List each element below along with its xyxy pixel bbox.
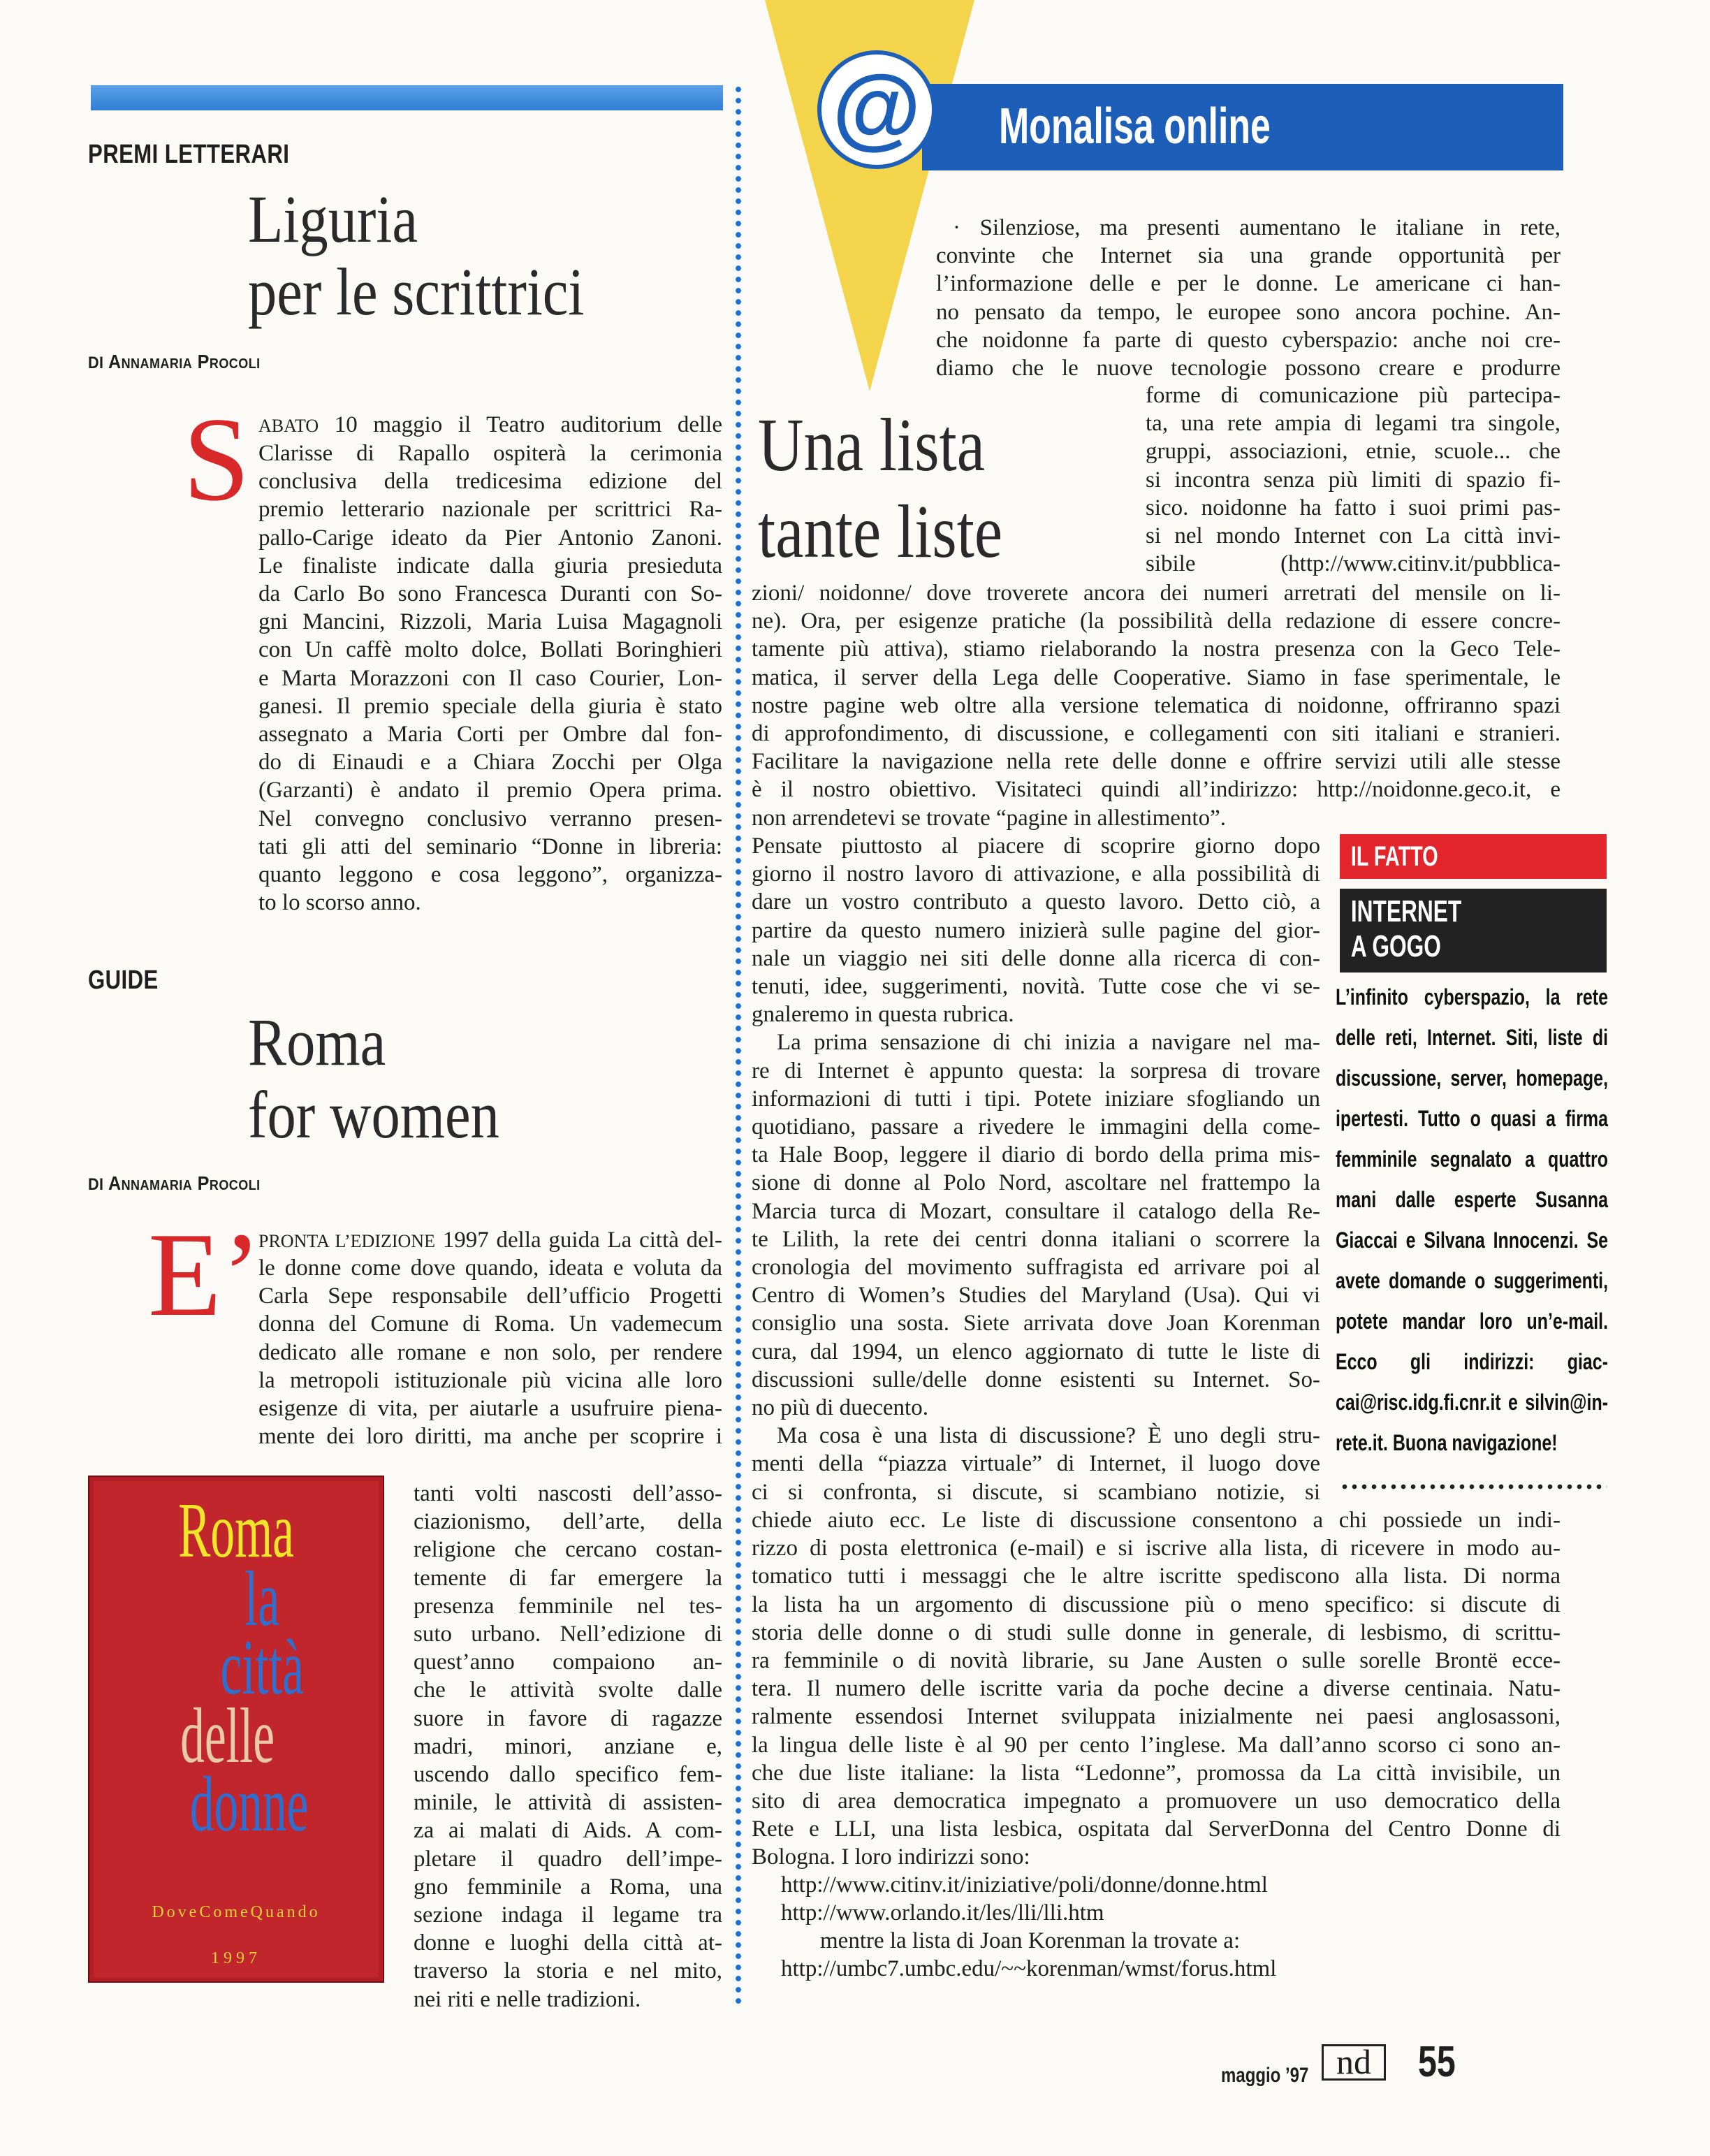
main-narrow-line: consiglio una sosta. Siete arrivata dove Joan Korenman	[752, 1311, 1320, 1336]
sidebar-line: avete domande o suggerimenti,	[1336, 1268, 1608, 1293]
article1-line: Le finaliste indicate dalla giuria presieduta	[258, 553, 722, 578]
main-wide2-line: Bologna. I loro indirizzi sono:	[752, 1844, 1030, 1870]
article2-narrow-line: sezione indaga il legame tra	[414, 1902, 722, 1928]
main-narrow-line: nale un viaggio nei siti delle donne alla ricerca di con-	[752, 945, 1320, 971]
main-narrow-line: Marcia turca di Mozart, consultare il catalogo della Re-	[752, 1198, 1320, 1224]
article2-narrow-line: madri, minori, anziane e,	[414, 1733, 722, 1759]
article1-line: assegnato a Maria Corti per Ombre dal fon-	[258, 722, 722, 748]
main-wide1-line: di approfondimento, di discussione, e collegamenti con siti italiani e stranieri.	[752, 721, 1561, 747]
article2-narrow-line: nei riti e nelle tradizioni.	[414, 1986, 641, 2012]
article1-line: Nel convegno conclusivo verranno presen-	[258, 806, 722, 831]
article1-line: da Carlo Bo sono Francesca Duranti con So-	[258, 581, 722, 607]
book-cover-title: Roma la città delle donne	[178, 1487, 309, 1848]
main-narrow-line: La prima sensazione di chi inizia a navigare nel ma-	[777, 1030, 1320, 1056]
left-top-bar	[91, 85, 723, 110]
url-citinv-link[interactable]: http://www.citinv.it/iniziative/poli/donne/donne.html	[781, 1872, 1268, 1898]
sidebar-line: femminile segnalato a quattro	[1336, 1146, 1608, 1172]
sidebar-line: L’infinito cyberspazio, la rete	[1336, 984, 1608, 1010]
article1-line: (Garzanti) è andato il premio Opera prima.	[258, 778, 722, 803]
column-divider-dots	[735, 84, 742, 2005]
article2-narrow-line: presenza femminile nel tes-	[414, 1593, 722, 1619]
sidebar-line: mani dalle esperte Susanna	[1336, 1187, 1608, 1212]
sidebar-line: delle reti, Internet. Siti, liste di	[1336, 1025, 1608, 1050]
article2-line: mente dei loro diritti, ma anche per scoprire i	[258, 1424, 722, 1450]
article1-line: to lo scorso anno.	[258, 890, 421, 916]
main-wide2-line: ralmente essendosi Internet sviluppata inizialmente nei paesi anglosassoni,	[752, 1704, 1561, 1730]
main-narrow-line: giorno il nostro lavoro di attivazione, e alla possibilità di	[752, 861, 1320, 887]
main-wide1-line: ne). Ora, per esigenze pratiche (la possibilità della redazione di essere concre-	[752, 609, 1561, 634]
article2-body-cont	[258, 1254, 722, 1450]
main-wide2-line: storia delle donne o di studi sulle donne in generale, di lesbismo, di scrittu-	[752, 1619, 1561, 1645]
main-intro-line: no pensato da tempo, le europee sono ancora pochine. An-	[936, 299, 1561, 325]
page-number: 55	[1418, 2038, 1456, 2086]
main-right-line: si incontra senza più limiti di spazio fi-	[1146, 467, 1561, 493]
main-wide2-line: che due liste italiane: la lista “Ledonne”, promossa da La città invisibile, un	[752, 1760, 1561, 1786]
main-wide1-line: matica, il server della Lega delle Cooperative. Siamo in fase sperimentale, le	[752, 664, 1561, 690]
book-cover-year: 1997	[211, 1949, 261, 1967]
sidebar-bottom-dots	[1340, 1484, 1607, 1489]
main-right-line: si nel mondo Internet con La città invi-	[1146, 523, 1561, 549]
main-narrow-line: discussioni sulle/delle donne esistenti su Internet. So-	[752, 1367, 1320, 1392]
article-title-liguria: Liguria per le scrittrici	[248, 182, 585, 329]
header-section-title: Monalisa online	[999, 99, 1271, 154]
url-intro-text: mentre la lista di Joan Korenman la trovate a:	[820, 1928, 1241, 1953]
article1-line: Clarisse di Rapallo ospiterà la cerimonia	[258, 441, 722, 466]
main-intro-line: convinte che Internet sia una grande opportunità per	[936, 243, 1561, 269]
url-umbc-link[interactable]: http://umbc7.umbc.edu/~~korenman/wmst/forus.html	[781, 1956, 1277, 1981]
main-narrow-line: re di Internet è appunto questa: la sorpresa di trovare	[752, 1058, 1320, 1084]
main-right-line: ta, una rete ampia di legami tra singole,	[1146, 411, 1561, 437]
main-wide2-line: chiede aiuto ecc. Le liste di discussione consentono a chi possiede un indi-	[752, 1508, 1561, 1533]
article2-narrow-line: tanti volti nascosti dell’asso-	[414, 1481, 722, 1506]
article1-line: pallo-Carige ideato da Pier Antonio Zanoni.	[258, 525, 722, 551]
article2-narrow-line: religione che cercano costan-	[414, 1537, 722, 1563]
article1-body-cont	[258, 439, 722, 917]
article2-narrow-line: quest’anno compaiono an-	[414, 1649, 722, 1675]
article2-narrow-line: traverso la storia e nel mito,	[414, 1958, 722, 1984]
article2-narrow-line: minile, le attività di assisten-	[414, 1790, 722, 1816]
article2-narrow-line: donne e luoghi della città at-	[414, 1930, 722, 1956]
article2-narrow-line: uscendo dallo specifico fem-	[414, 1762, 722, 1788]
byline-article2: DI Annamaria Procoli	[88, 1172, 261, 1194]
main-right-line: sibile (http://www.citinv.it/pubblica-	[1146, 551, 1561, 577]
sidebar-tag: IL FATTO	[1340, 834, 1607, 879]
main-narrow-line: cura, dal 1994, un elenco aggiornato di tutte le liste di	[752, 1339, 1320, 1364]
main-wide-2	[752, 1506, 1561, 1872]
main-wide-1	[752, 579, 1561, 832]
main-wide1-line: zioni/ noidonne/ dove troverete ancora dei numeri arretrati del mensile on li-	[752, 581, 1561, 606]
main-narrow-line: Centro di Women’s Studies del Maryland (Usa). Qui vi	[752, 1283, 1320, 1309]
article2-line: donna del Comune di Roma. Un vademecum	[258, 1311, 722, 1337]
article2-line: esigenze di vita, per aiutarle a usufruire piena-	[258, 1396, 722, 1422]
main-narrow-line: partire da questo numero inizierà sulle pagine del gior-	[752, 917, 1320, 943]
main-wide2-line: Rete e LLI, una lista lesbica, ospitata dal ServerDonna del Centro Donne di	[752, 1816, 1561, 1842]
sidebar-line: rete.it. Buona navigazione!	[1336, 1430, 1558, 1455]
main-narrow-line: cronologia del movimento suffragista ed arrivare poi al	[752, 1255, 1320, 1281]
article1-line: premio letterario nazionale per scrittrici Ra-	[258, 497, 722, 523]
main-narrow-line: sione di donne al Polo Nord, ascoltare nel frattempo la	[752, 1170, 1320, 1196]
article1-line: ganesi. Il premio speciale della giuria è stato	[258, 693, 722, 719]
main-right-line: forme di comunicazione più partecipa-	[1146, 383, 1561, 408]
footer-month: maggio ’97	[1221, 2064, 1309, 2087]
article1-line: conclusiva della tredicesima edizione del	[258, 469, 722, 495]
main-wide1-line: Facilitare la navigazione nella rete delle donne e offrire servizi utili alle stesse	[752, 749, 1561, 775]
book-cover-subtitle: DoveComeQuando	[152, 1903, 321, 1921]
main-wide2-line: sito di area democratica impegnato a promuovere un uso democratico della	[752, 1789, 1561, 1814]
main-intro-line: diamo che le nuove tecnologie possono creare e produrre	[936, 356, 1561, 381]
main-intro-line: l’informazione delle e per le donne. Le americane ci han-	[936, 271, 1561, 297]
main-intro-line: che noidonne fa parte di questo cyberspazio: anche noi cre-	[936, 327, 1561, 353]
article2-narrow-line: suore in favore di ragazze	[414, 1705, 722, 1731]
article2-narrow-line: suto urbano. Nell’edizione di	[414, 1622, 722, 1647]
article2-line: dedicato alle romane e non solo, per rendere	[258, 1339, 722, 1365]
main-narrow	[752, 832, 1320, 1506]
main-narrow-line: tenuti, idee, suggerimenti, novità. Tutte cose che vi se-	[752, 974, 1320, 1000]
article2-narrow-line: pletare il quadro dell’impe-	[414, 1846, 722, 1872]
sidebar-line: discussione, server, homepage,	[1336, 1065, 1608, 1091]
article2-narrow-line: che le attività svolte dalle	[414, 1677, 722, 1703]
footer-logo: nd	[1322, 2044, 1386, 2081]
sidebar-heading: INTERNET A GOGO	[1340, 889, 1607, 973]
article2-narrow-line: za ai malati di Aids. A com-	[414, 1818, 722, 1844]
main-intro	[936, 214, 1561, 382]
article1-line: tati gli atti del seminario “Donne in libreria:	[258, 833, 722, 859]
main-wide2-line: la lingua delle liste è al 90 per cento l’inglese. Ma dall’anno scorso ci sono an-	[752, 1732, 1561, 1758]
main-wide2-line: la lista ha un argomento di discussione più o meno specifico: si discute di	[752, 1591, 1561, 1617]
article1-line: gni Mancini, Rizzoli, Maria Luisa Magagnoli	[258, 609, 722, 635]
article2-narrow-line: ciazionismo, dell’arte, della	[414, 1509, 722, 1535]
article1-line: quanto leggono e cosa leggono”, organizza-	[258, 862, 722, 888]
main-wide2-line: tera. Il numero delle iscritte varia da poche decine a diverse centinaia. Natu-	[752, 1676, 1561, 1702]
article2-narrow-line: gno femminile a Roma, una	[414, 1874, 722, 1900]
main-narrow-line: dare un vostro contributo a questo lavoro. Detto ciò, a	[752, 889, 1320, 915]
sidebar-line: potete mandar loro un’e-mail.	[1336, 1309, 1608, 1334]
main-wide2-line: rizzo di posta elettronica (e-mail) e si iscrive alla lista, di ricevere in modo au-	[752, 1536, 1561, 1561]
main-narrow-line: te Lilith, la rete dei centri donna italiani o scorrere la	[752, 1226, 1320, 1252]
main-narrow-line: ci si confronta, si discute, si scambiano notizie, si	[752, 1479, 1320, 1505]
main-narrow-line: Ma cosa è una lista di discussione? È uno degli stru-	[777, 1423, 1320, 1449]
article2-line: le donne come dove quando, ideata e voluta da	[258, 1255, 722, 1281]
main-wide2-line: ra femminile o di novità librarie, su Jane Austen o sulle sorelle Brontë ecce-	[752, 1648, 1561, 1674]
sidebar-line: Giaccai e Silvana Innocenzi. Se	[1336, 1228, 1608, 1253]
article1-line: do di Einaudi e a Chiara Zocchi per Olga	[258, 750, 722, 775]
main-right-line: gruppi, associazioni, etnie, scuole... che	[1146, 439, 1561, 465]
article1-line: con Un caffè molto dolce, Bollati Boringhieri	[258, 637, 722, 663]
dropcap-s: S	[183, 393, 250, 526]
kicker-guide: GUIDE	[88, 966, 159, 995]
byline-article1: DI Annamaria Procoli	[88, 351, 261, 372]
main-narrow-line: menti della “piazza virtuale” di Internet, il luogo dove	[752, 1451, 1320, 1477]
main-narrow-line: gnaleremo in questa rubrica.	[752, 1002, 1014, 1028]
sidebar-body	[1336, 977, 1608, 1463]
main-right-line: sico. noidonne ha fatto i suoi primi pas-	[1146, 495, 1561, 520]
main-wide2-line: tomatico tutti i messaggi che le altre iscritte spediscono alla lista. Di norma	[752, 1564, 1561, 1589]
article2-line: la metropoli istituzionale più vicina alle loro	[258, 1367, 722, 1393]
main-right-col	[1146, 381, 1561, 578]
main-intro-line: · Silenziose, ma presenti aumentano le italiane in rete,	[953, 215, 1561, 240]
sidebar-line: ipertesti. Tutto o quasi a firma	[1336, 1106, 1608, 1131]
book-cover-image	[88, 1476, 384, 1983]
sidebar-line: cai@risc.idg.fi.cnr.it e silvin@in-	[1336, 1390, 1608, 1415]
article2-body: PRONTA L’EDIZIONE 1997 della guida La città del-	[258, 1228, 722, 1253]
main-narrow-line: informazioni di tutti i tipi. Potete iniziare sfogliando un	[752, 1086, 1320, 1112]
main-narrow-line: Pensate piuttosto al piacere di scoprire giorno dopo	[752, 833, 1320, 859]
main-wide1-line: tamente più attiva), stiamo rielaborando la nostra presenza con la Geco Tele-	[752, 636, 1561, 662]
main-narrow-line: no più di duecento.	[752, 1395, 928, 1421]
main-wide1-line: nostre pagine web oltre alla versione telematica di noidonne, offriranno spazi	[752, 692, 1561, 718]
article1-line: e Marta Morazzoni con Il caso Courier, Lon-	[258, 665, 722, 691]
url-orlando-link[interactable]: http://www.orlando.it/les/lli/lli.htm	[781, 1900, 1104, 1925]
article2-line: Carla Sepe responsabile dell’ufficio Progetti	[258, 1283, 722, 1309]
main-wide1-line: è il nostro obiettivo. Visitateci quindi all’indirizzo: http://noidonne.geco.it, e	[752, 777, 1561, 803]
at-icon: @	[817, 50, 936, 169]
article1-body: ABATO 10 maggio il Teatro auditorium delle	[258, 412, 722, 437]
main-wide1-line: non arrendetevi se trovate “pagine in allestimento”.	[752, 805, 1226, 831]
article-title-roma: Roma for women	[248, 1005, 499, 1152]
dropcap-e: E’	[148, 1209, 262, 1341]
article2-narrow-line: temente di far emergere la	[414, 1565, 722, 1591]
sidebar-line: Ecco gli indirizzi: giac-	[1336, 1349, 1608, 1374]
article2-body-narrow	[414, 1480, 722, 2013]
main-headline: Una lista tante liste	[758, 404, 1003, 574]
kicker-premi-letterari: PREMI LETTERARI	[88, 140, 290, 169]
main-narrow-line: ta Hale Boop, leggere il diario di bordo della prima mis-	[752, 1142, 1320, 1168]
main-narrow-line: quotidiano, passare a rivedere le immagini della come-	[752, 1114, 1320, 1140]
